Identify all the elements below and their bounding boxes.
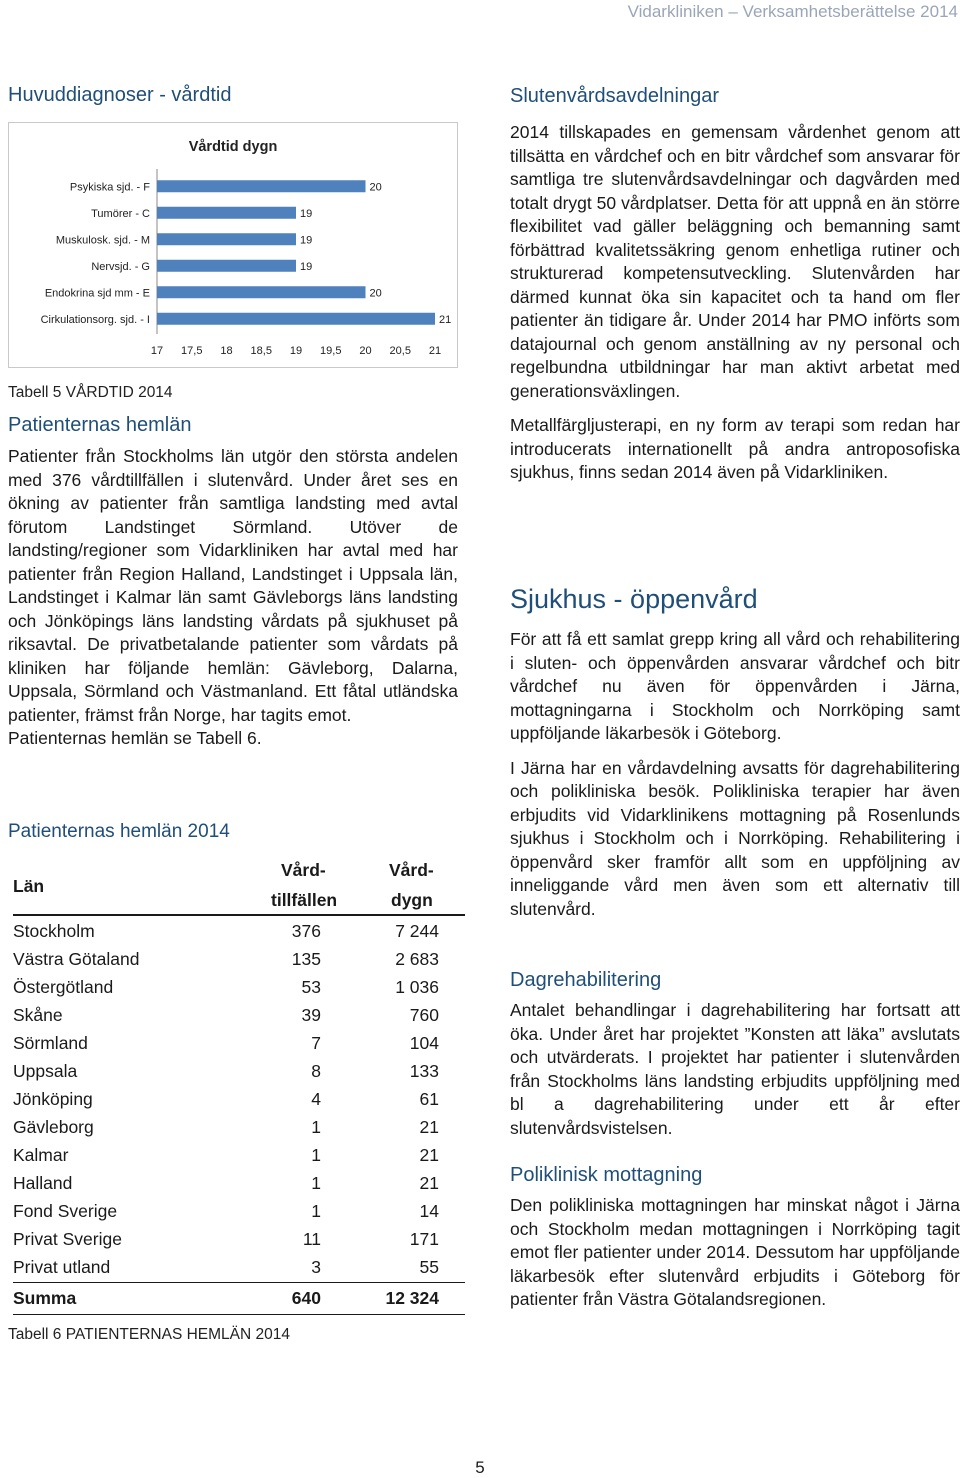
table-row: [13, 1001, 465, 1029]
cell-vardtillfallen: 4: [311, 1089, 321, 1109]
cell-vardtillfallen: 7: [311, 1033, 321, 1053]
data-label: 19: [300, 260, 313, 273]
bar: [157, 233, 296, 245]
cell-varddygn: 2 683: [395, 949, 439, 969]
section-title-slutenvard: Slutenvårdsavdelningar: [510, 85, 720, 107]
x-tick-label: 17,5: [181, 345, 203, 357]
bar: [157, 286, 366, 298]
oppenvard-text: [510, 628, 960, 932]
x-tick-label: 18: [220, 345, 233, 357]
running-header: Vidarkliniken – Verksamhetsberättelse 2014: [627, 2, 958, 21]
col-header-vd-bottom: dygn: [391, 890, 433, 910]
table-sum-rule-top: [13, 1282, 465, 1283]
table-row: [13, 1253, 465, 1281]
table-row: [13, 1197, 465, 1225]
page-number: 5: [475, 1458, 485, 1477]
cell-lan: Skåne: [13, 1005, 63, 1025]
section-title-dagrehab: Dagrehabilitering: [510, 969, 662, 991]
cell-varddygn: 7 244: [395, 921, 439, 941]
data-label: 20: [369, 287, 382, 300]
hemlan-text: [8, 445, 458, 751]
cell-lan: Uppsala: [13, 1061, 78, 1081]
x-tick-label: 20,5: [389, 345, 411, 357]
data-label: 19: [300, 234, 313, 247]
vardtid-chart-svg: [9, 123, 457, 367]
x-tick-label: 17: [150, 345, 164, 357]
x-tick-label: 20: [359, 345, 372, 357]
col-header-vt-top: Vård-: [281, 860, 326, 880]
cell-varddygn: 61: [419, 1089, 439, 1109]
hemlan-paragraph: Patienter från Stockholms län utgör den största andelen med 376 vårdtillfällen i slutenvård. Under året ses en ökning av patienter från samtliga landsting med avtal förutom Landstinget Sörmland. Utöver de landsting/regioner som Vidarkliniken har avtal med har patienter från Region Halland, Landstinget i Uppsala län, Landstinget i Kalmar län samt Gävleborgs läns landsting och Jönköpings läns landsting vårdats på sjukhuset på riksavtal. De privatbetalande patienter som vårdats på kliniken har följande hemlän: Gävleborg, Dalarna, Uppsala, Sörmland och Västmanland. Ett fåtal utländska patienter, främst från Norge, har tagits emot.: [8, 446, 458, 725]
x-tick-label: 19,5: [320, 345, 342, 357]
cell-lan: Gävleborg: [13, 1117, 94, 1137]
cell-lan: Halland: [13, 1173, 73, 1193]
poliklinisk-paragraph: Den polikliniska mottagningen har minskat något i Järna och Stockholm medan mottagningen i Norrköping tagit emot fler patienter under 2014. Dessutom har uppföljande läkarbesök efter slutenvård erbjudits i Göteborg för patienter från Västra Götalandsregionen.: [510, 1195, 960, 1309]
cell-vardtillfallen: 135: [291, 949, 321, 969]
cell-lan: Jönköping: [13, 1089, 93, 1109]
table-row: [13, 1029, 465, 1057]
section-title-hemlan: Patienternas hemlän: [8, 414, 192, 436]
dagrehab-paragraph: Antalet behandlingar i dagrehabilitering har fortsatt att öka. Under året har projektet ”Konsten att läka” avslutats och utvärderats. I projektet har patienter i slutenvården från Stockholms läns landsting erbjudits uppföljning med bl a dagrehabilitering under ett år efter slutenvårdsvistelsen.: [510, 1000, 960, 1138]
cell-vardtillfallen: 11: [302, 1229, 321, 1249]
table-row: [13, 1057, 465, 1085]
slutenvard-paragraph-1: 2014 tillskapades en gemensam vårdenhet genom att tillsätta en vårdchef och en bitr vårdchef som ansvarar för samtliga tre slutenvårdsavdelningar och dagvården med totalt drygt 50 vårdplatser. Detta för att uppnå en än större flexibilitet vad gäller beläggning och bemanning samt förbättrad kvalitetssäkring genom enhetliga rutiner och strukturerad kompetensutveckling. Slutenvården har därmed kunnat öka sin kapacitet och ta hand om fler patienter än tidigare år. Under 2014 har PMO införts som datajournal och genom anställning av ny personal och regelbundna utbildningar har man aktivt arbetat med generationsväxlingen.: [510, 122, 960, 401]
table-row: [13, 1141, 465, 1169]
data-label: 20: [369, 181, 382, 194]
cell-lan: Sörmland: [13, 1033, 88, 1053]
cell-vardtillfallen: 53: [301, 977, 321, 997]
cell-lan: Fond Sverige: [13, 1201, 118, 1221]
cell-lan: Kalmar: [13, 1145, 69, 1165]
cell-lan: Östergötland: [13, 977, 114, 997]
table-row: [13, 945, 465, 973]
table6-title: Patienternas hemlän 2014: [8, 821, 230, 842]
cell-lan: Privat Sverige: [13, 1229, 122, 1249]
sum-vardtillfallen: 640: [291, 1288, 321, 1308]
cell-varddygn: 760: [409, 1005, 439, 1025]
x-tick-label: 19: [289, 345, 303, 357]
vardtid-chart: [8, 122, 458, 368]
section-title-oppenvard: Sjukhus - öppenvård: [510, 584, 758, 614]
hemlan-reference: Patienternas hemlän se Tabell 6.: [8, 728, 262, 748]
cell-varddygn: 21: [419, 1117, 439, 1137]
dagrehab-text: [510, 999, 960, 1151]
table-sum-row: [13, 1284, 465, 1312]
section-title-huvuddiagnoser: Huvuddiagnoser - vårdtid: [8, 84, 232, 106]
cell-varddygn: 21: [419, 1145, 439, 1165]
cell-varddygn: 104: [409, 1033, 439, 1053]
sum-varddygn: 12 324: [385, 1288, 439, 1308]
cell-vardtillfallen: 1: [311, 1117, 321, 1137]
cell-varddygn: 171: [409, 1229, 439, 1249]
table-sum-rule-bottom: [13, 1314, 465, 1315]
table-row: [13, 917, 465, 945]
cell-varddygn: 14: [419, 1201, 439, 1221]
oppenvard-paragraph-2: I Järna har en vårdavdelning avsatts för dagrehabilitering och polikliniska besök. Polikliniska terapier har även erbjudits vid Vidarklinikens mottagning på Rosenlunds sjukhus i Stockholm och i Norrköping. Rehabilitering i öppenvård sker framför allt som en uppföljning av inneliggande vård men även som ett alternativ till slutenvård.: [510, 757, 960, 919]
cell-vardtillfallen: 39: [301, 1005, 321, 1025]
data-label: 19: [300, 207, 313, 220]
cell-varddygn: 55: [419, 1257, 439, 1277]
cell-vardtillfallen: 376: [291, 921, 321, 941]
cell-lan: Västra Götaland: [13, 949, 140, 969]
table-header-rule: [13, 914, 465, 916]
cell-varddygn: 21: [419, 1173, 439, 1193]
table6-caption: Tabell 6 PATIENTERNAS HEMLÄN 2014: [8, 1326, 290, 1343]
category-label: Tumörer - C: [91, 207, 150, 220]
bar: [157, 180, 366, 192]
col-header-vt-bottom: tillfällen: [271, 890, 338, 910]
bar: [157, 207, 296, 219]
bar: [157, 313, 435, 325]
category-label: Muskulosk. sjd. - M: [55, 234, 150, 247]
poliklinisk-text: [510, 1194, 960, 1323]
x-tick-label: 21: [428, 345, 442, 357]
slutenvard-text: [510, 121, 960, 496]
table-row: [13, 973, 465, 1001]
table-row: [13, 1169, 465, 1197]
data-label: 21: [439, 313, 452, 326]
category-label: Psykiska sjd. - F: [69, 181, 150, 194]
cell-lan: Stockholm: [13, 921, 95, 941]
bar: [157, 260, 296, 272]
cell-lan: Privat utland: [13, 1257, 111, 1277]
table-row: [13, 1225, 465, 1253]
category-label: Cirkulationsorg. sjd. - I: [40, 313, 150, 326]
table-row: [13, 1113, 465, 1141]
cell-vardtillfallen: 1: [311, 1201, 321, 1221]
section-title-poliklinisk: Poliklinisk mottagning: [510, 1164, 703, 1186]
cell-vardtillfallen: 8: [311, 1061, 321, 1081]
cell-vardtillfallen: 1: [311, 1145, 321, 1165]
oppenvard-paragraph-1: För att få ett samlat grepp kring all vård och rehabilitering i sluten- och öppenvården ansvarar vårdchef och bitr vårdchef nu även för öppenvården i Järna, mottagningarna i Stockholm och Norrköping samt uppföljande läkarbesök i Göteborg.: [510, 629, 960, 743]
category-label: Endokrina sjd mm - E: [44, 287, 150, 300]
slutenvard-paragraph-2: Metallfärgljusterapi, en ny form av terapi som redan har introducerats internationellt på andra antroposofiska sjukhus, finns sedan 2014 även på Vidarkliniken.: [510, 415, 960, 482]
cell-vardtillfallen: 1: [311, 1173, 321, 1193]
col-header-vd-top: Vård-: [389, 860, 434, 880]
table5-caption: Tabell 5 VÅRDTID 2014: [8, 384, 173, 401]
x-tick-label: 18,5: [250, 345, 272, 357]
col-header-lan: Län: [13, 876, 45, 896]
chart-title: Vårdtid dygn: [188, 139, 278, 155]
cell-vardtillfallen: 3: [311, 1257, 321, 1277]
category-label: Nervsjd. - G: [91, 260, 150, 273]
cell-varddygn: 1 036: [395, 977, 439, 997]
cell-varddygn: 133: [409, 1061, 439, 1081]
table-row: [13, 1085, 465, 1113]
sum-label: Summa: [13, 1288, 77, 1308]
